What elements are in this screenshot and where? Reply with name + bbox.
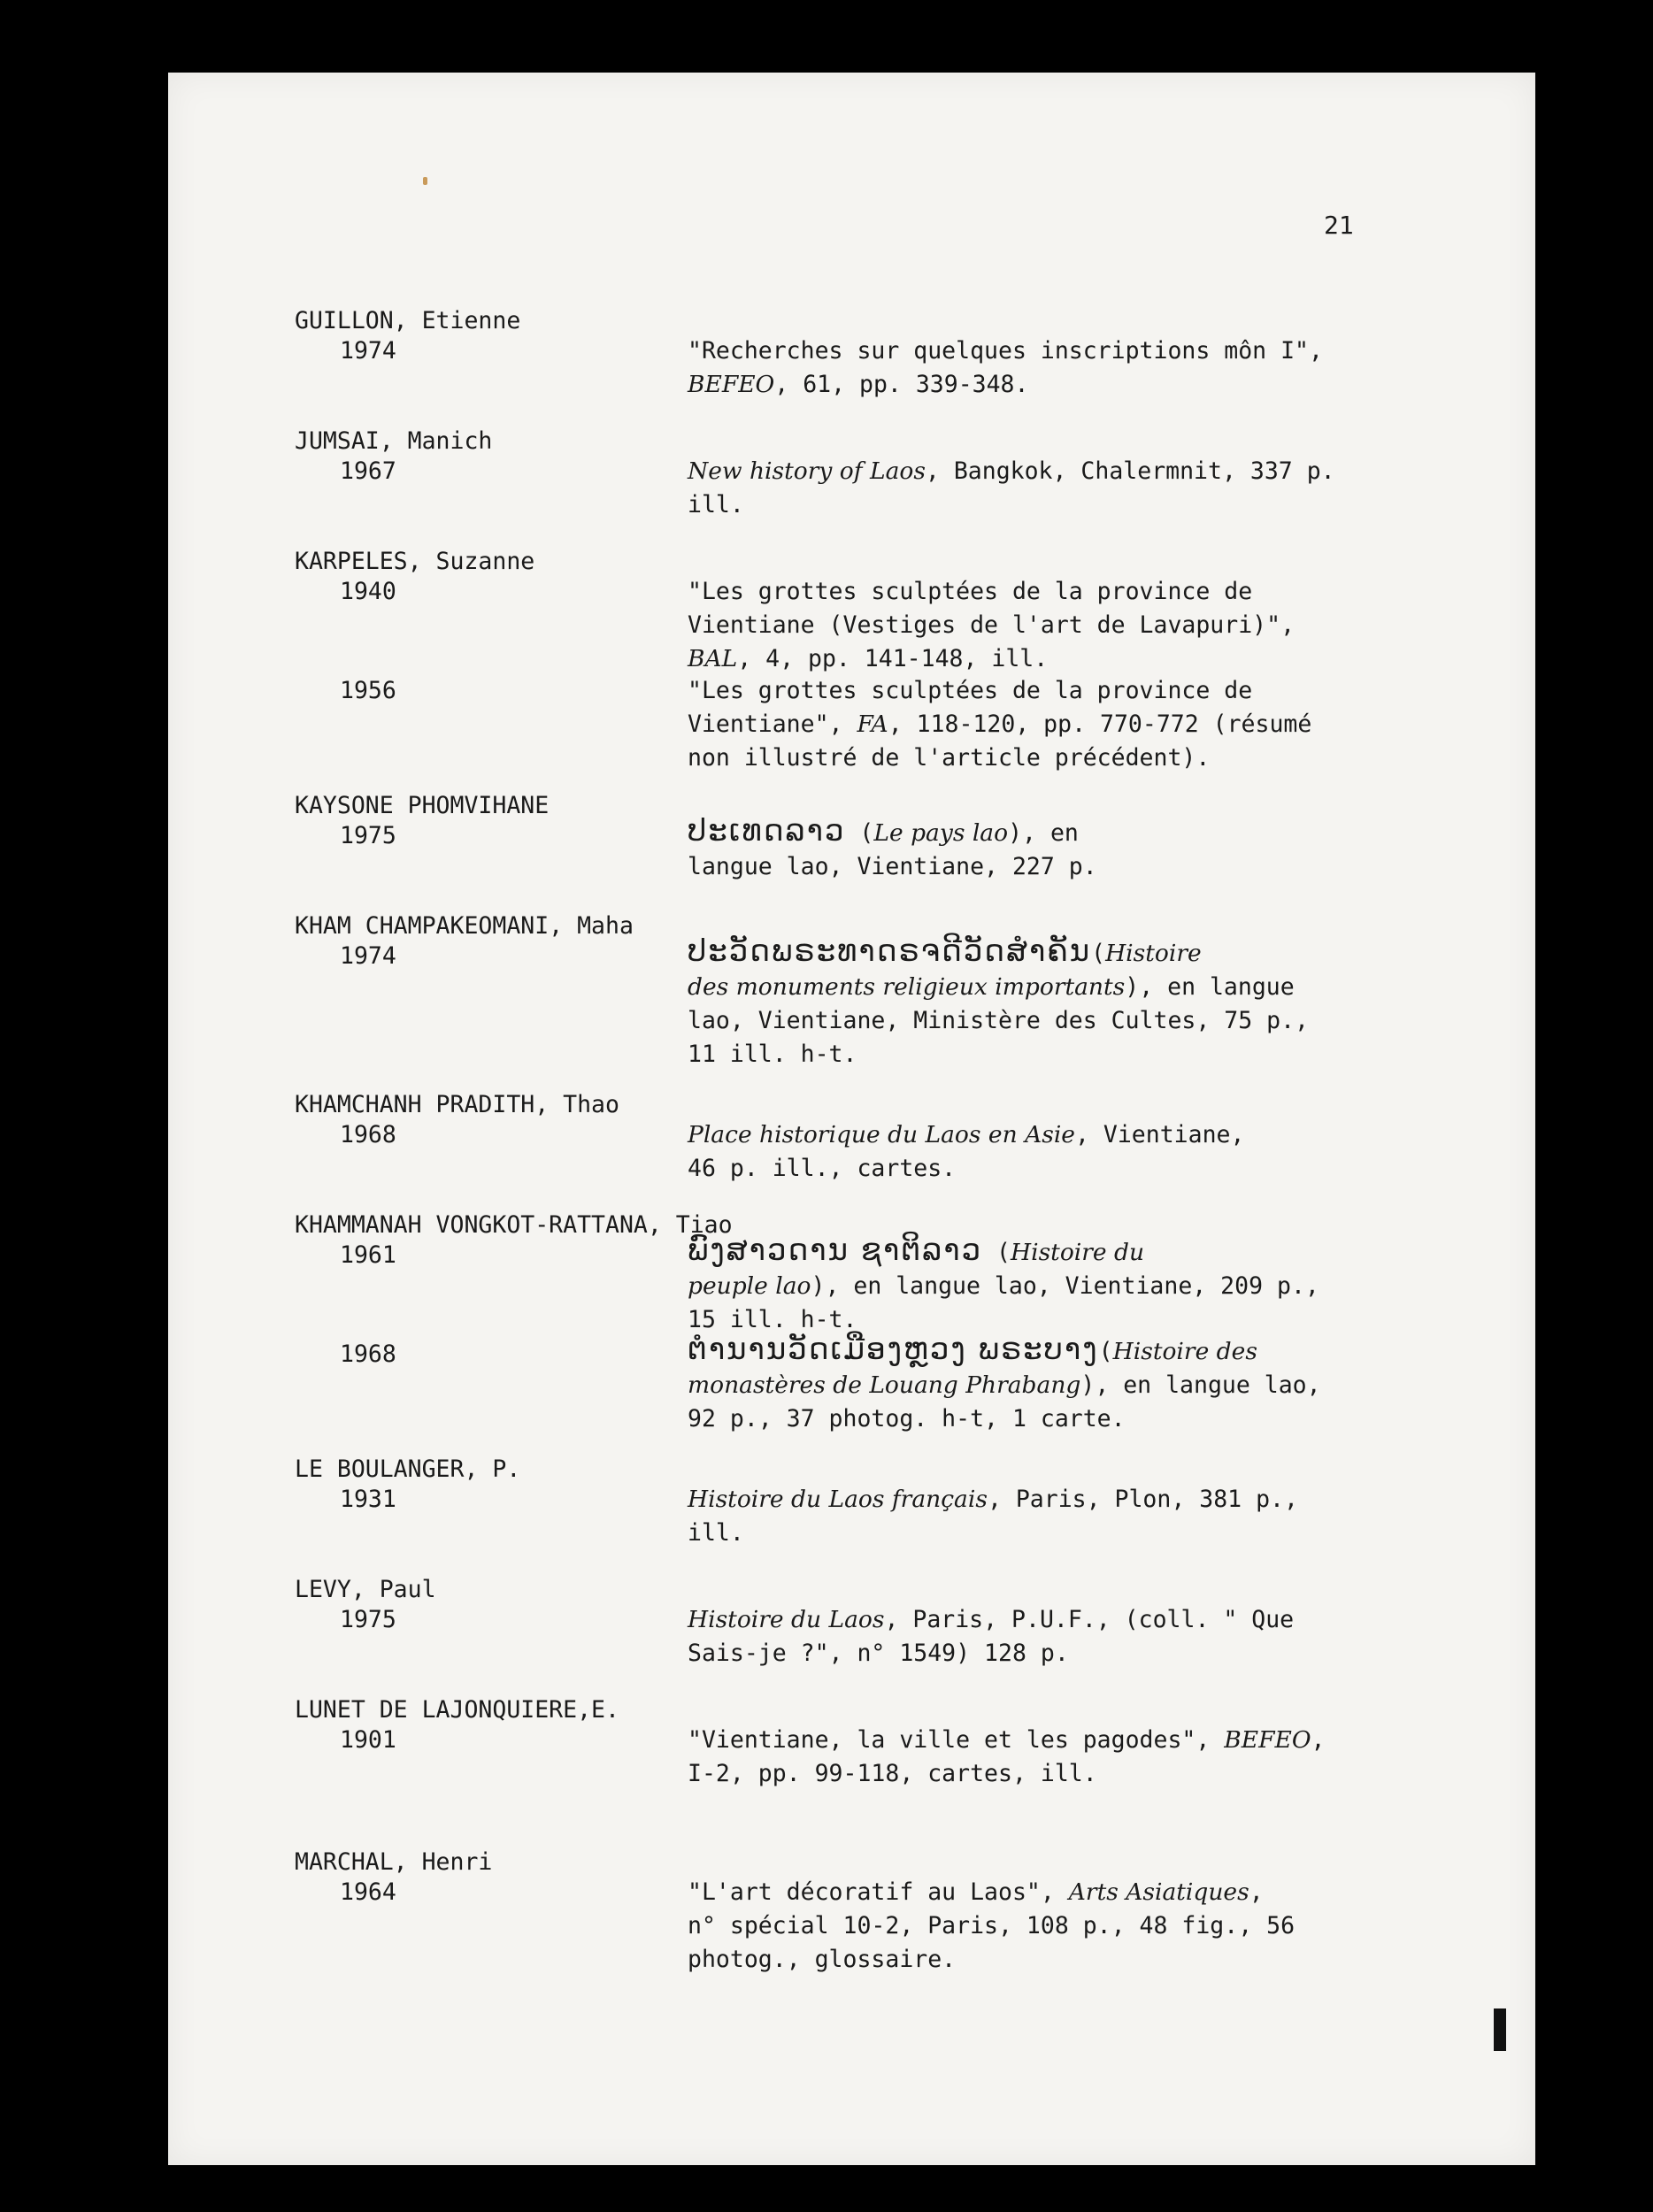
citation-text: (Le pays lao), en langue lao, Vientiane, 227 p. xyxy=(688,819,1097,880)
entry-year: 1967 xyxy=(340,457,396,485)
entry-year: 1974 xyxy=(340,942,396,970)
citation-text: New history of Laos, Bangkok, Chalermnit, 337 p. ill. xyxy=(688,457,1335,518)
citation-text: Histoire du Laos, Paris, P.U.F., (coll. " Que Sais-je ?", n° 1549) 128 p. xyxy=(688,1606,1295,1667)
entry-author: KHAM CHAMPAKEOMANI, Maha xyxy=(295,912,634,940)
lao-title: ຕໍານານວັດເມືອງຫຼວງ ພຣະບາງ xyxy=(688,1332,1099,1367)
entry-author: GUILLON, Etienne xyxy=(295,307,521,334)
entry-citation xyxy=(688,334,1422,402)
citation-text: Place historique du Laos en Asie, Vientiane, 46 p. ill., cartes. xyxy=(688,1121,1245,1182)
citation-text: "L'art décoratif au Laos", Arts Asiatiques, n° spécial 10-2, Paris, 108 p., 48 fig., 56 photog., glossaire. xyxy=(688,1878,1295,1973)
entry-author: KHAMMANAH VONGKOT-RATTANA, Tiao xyxy=(295,1211,733,1239)
citation-text: (Histoire des monastères de Louang Phrabang), en langue lao, 92 p., 37 photog. h-t, 1 carte. xyxy=(688,1338,1321,1432)
entry-author: LUNET DE LAJONQUIERE,E. xyxy=(295,1696,619,1724)
entry-year: 1961 xyxy=(340,1241,396,1269)
lao-title: ປະວັດພຣະທາດຣຈດີວັດສໍາຄັນ xyxy=(688,933,1092,969)
lao-title: ປະເທດລາວ xyxy=(688,813,846,849)
entry-year: 1901 xyxy=(340,1726,396,1754)
scan-edge-mark xyxy=(1494,2008,1506,2051)
citation-text: "Les grottes sculptées de la province de Vientiane (Vestiges de l'art de Lavapuri)", BAL, 4, pp. 141-148, ill. xyxy=(688,578,1295,672)
entry-author: KHAMCHANH PRADITH, Thao xyxy=(295,1091,619,1118)
entry-citation xyxy=(688,674,1422,775)
citation-text: (Histoire du peuple lao), en langue lao, Vientiane, 209 p., 15 ill. h-t. xyxy=(688,1239,1319,1333)
entry-citation xyxy=(688,1233,1422,1337)
entry-citation xyxy=(688,455,1422,522)
citation-text: "Vientiane, la ville et les pagodes", BEFEO, I-2, pp. 99-118, cartes, ill. xyxy=(688,1726,1326,1787)
entry-year: 1956 xyxy=(340,677,396,704)
entry-author: MARCHAL, Henri xyxy=(295,1848,493,1876)
paper-speck xyxy=(423,177,427,185)
citation-text: "Recherches sur quelques inscriptions môn I", BEFEO, 61, pp. 339-348. xyxy=(688,337,1323,398)
entry-year: 1964 xyxy=(340,1878,396,1906)
entry-citation xyxy=(688,1603,1422,1671)
citation-text: (Histoire des monuments religieux importants), en langue lao, Vientiane, Ministère des Cultes, 75 p., 11 ill. h-t. xyxy=(688,940,1309,1068)
citation-text: "Les grottes sculptées de la province de Vientiane", FA, 118-120, pp. 770-772 (résumé non illustré de l'article précédent). xyxy=(688,677,1312,772)
entry-author: LE BOULANGER, P. xyxy=(295,1455,521,1483)
page-number: 21 xyxy=(1324,211,1354,240)
document-page xyxy=(168,73,1535,2165)
entry-citation xyxy=(688,1333,1422,1436)
entry-year: 1968 xyxy=(340,1121,396,1148)
entry-year: 1968 xyxy=(340,1340,396,1368)
entry-year: 1974 xyxy=(340,337,396,365)
entry-author: JUMSAI, Manich xyxy=(295,427,493,455)
entry-citation xyxy=(688,934,1422,1071)
citation-text: Histoire du Laos français, Paris, Plon, 381 p., ill. xyxy=(688,1486,1298,1547)
entry-citation xyxy=(688,1876,1422,1977)
entry-year: 1940 xyxy=(340,578,396,605)
entry-author: KARPELES, Suzanne xyxy=(295,548,535,575)
entry-citation xyxy=(688,1483,1422,1550)
entry-citation xyxy=(688,1118,1422,1186)
entry-citation xyxy=(688,575,1422,676)
entry-author: LEVY, Paul xyxy=(295,1576,436,1603)
entry-year: 1975 xyxy=(340,1606,396,1633)
entry-author: KAYSONE PHOMVIHANE xyxy=(295,792,550,819)
entry-citation xyxy=(688,1724,1422,1791)
entry-year: 1931 xyxy=(340,1486,396,1513)
lao-title: ພົງສາວດານ ຊາຕິລາວ xyxy=(688,1233,983,1268)
entry-year: 1975 xyxy=(340,822,396,849)
entry-citation xyxy=(688,814,1422,884)
